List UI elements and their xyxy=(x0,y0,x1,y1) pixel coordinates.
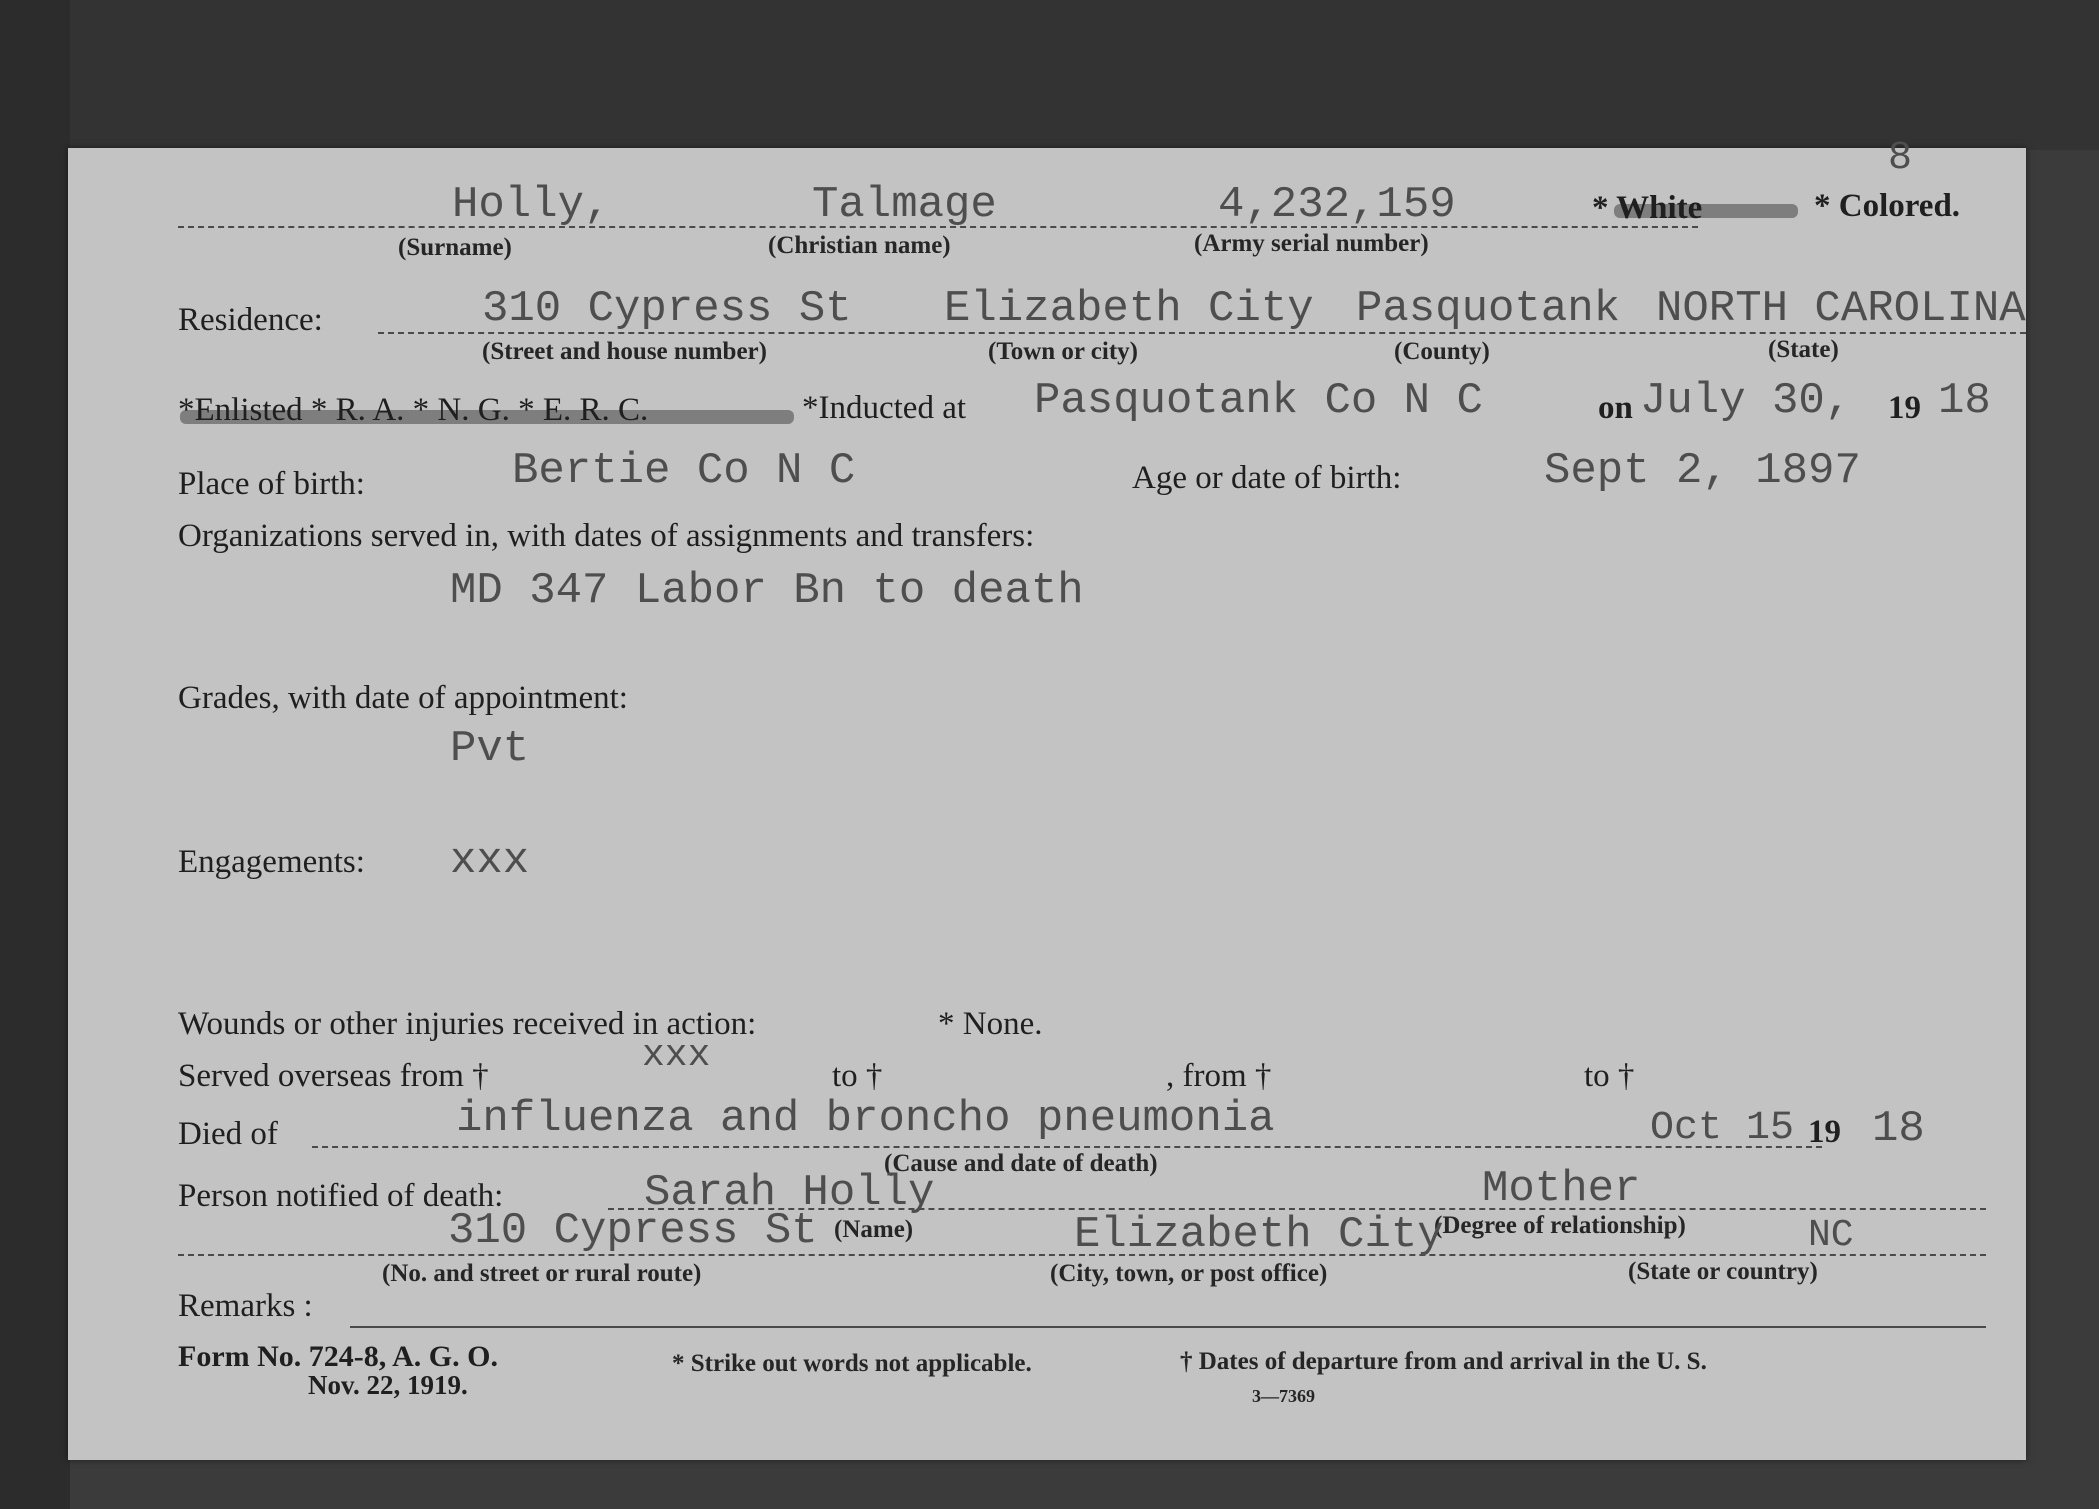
residence-state: NORTH CAROLINA xyxy=(1656,284,2026,334)
strike-note: * Strike out words not applicable. xyxy=(672,1350,1032,1377)
engagements-value: xxx xyxy=(450,836,530,886)
overseas-from-label-2: , from † xyxy=(1166,1058,1272,1094)
residence-city: Elizabeth City xyxy=(944,284,1314,334)
christian-name-value: Talmage xyxy=(812,180,997,230)
remarks-line xyxy=(350,1326,1986,1328)
inducted-place: Pasquotank Co N C xyxy=(1034,376,1483,426)
street-caption: (Street and house number) xyxy=(482,338,767,365)
notified-name: Sarah Holly xyxy=(644,1168,935,1218)
engagements-label: Engagements: xyxy=(178,844,365,880)
residence-street: 310 Cypress St xyxy=(482,284,852,334)
place-of-birth-label: Place of birth: xyxy=(178,466,365,502)
serial-number-caption: (Army serial number) xyxy=(1194,230,1429,257)
surname-caption: (Surname) xyxy=(398,234,512,261)
death-year-prefix: 19 xyxy=(1808,1114,1841,1150)
notified-name-caption: (Name) xyxy=(834,1216,914,1243)
residence-county: Pasquotank xyxy=(1356,284,1621,334)
remarks-label: Remarks : xyxy=(178,1288,313,1324)
serial-number-value: 4,232,159 xyxy=(1218,180,1456,230)
background-left-binding xyxy=(0,0,70,1509)
death-date: Oct 15 xyxy=(1650,1106,1795,1151)
organizations-label: Organizations served in, with dates of assignments and transfers: xyxy=(178,518,1035,554)
colored-label: * Colored. xyxy=(1814,188,1961,224)
form-date: Nov. 22, 1919. xyxy=(308,1370,468,1400)
notified-relationship: Mother xyxy=(1482,1164,1641,1214)
notified-street: 310 Cypress St xyxy=(448,1206,818,1256)
white-label: * White xyxy=(1592,190,1703,226)
overseas-to-label-2: to † xyxy=(1584,1058,1635,1094)
overseas-value: xxx xyxy=(642,1034,711,1077)
place-of-birth-value: Bertie Co N C xyxy=(512,446,856,496)
card-number: 8 xyxy=(1888,136,1913,181)
grades-value: Pvt xyxy=(450,724,530,774)
inducted-year-suffix: 18 xyxy=(1938,376,1991,426)
relationship-caption: (Degree of relationship) xyxy=(1434,1212,1686,1239)
print-code: 3—7369 xyxy=(1252,1386,1315,1406)
date-of-birth-value: Sept 2, 1897 xyxy=(1544,446,1861,496)
county-caption: (County) xyxy=(1394,338,1490,365)
service-record-card xyxy=(68,136,2026,1460)
notified-city: Elizabeth City xyxy=(1074,1210,1444,1260)
died-of-label: Died of xyxy=(178,1116,278,1152)
christian-name-caption: (Christian name) xyxy=(768,232,951,259)
notified-label: Person notified of death: xyxy=(178,1178,504,1214)
overseas-from-label: Served overseas from † xyxy=(178,1058,489,1094)
death-year-suffix: 18 xyxy=(1872,1104,1925,1154)
on-label: on xyxy=(1598,390,1633,426)
notified-state: NC xyxy=(1808,1214,1854,1257)
inducted-label: *Inducted at xyxy=(802,390,967,426)
notified-street-caption: (No. and street or rural route) xyxy=(382,1260,702,1287)
form-number: Form No. 724-8, A. G. O. xyxy=(178,1340,498,1373)
notified-city-caption: (City, town, or post office) xyxy=(1050,1260,1328,1287)
inducted-date: July 30, xyxy=(1640,376,1852,426)
surname-value: Holly, xyxy=(452,180,611,230)
organizations-value: MD 347 Labor Bn to death xyxy=(450,566,1084,616)
notified-state-caption: (State or country) xyxy=(1628,1258,1818,1285)
wounds-value: * None. xyxy=(938,1006,1043,1042)
state-caption: (State) xyxy=(1768,336,1839,363)
residence-label: Residence: xyxy=(178,302,323,338)
overseas-to-label-1: to † xyxy=(832,1058,883,1094)
inducted-year-prefix: 19 xyxy=(1888,390,1921,426)
enlisted-options: *Enlisted * R. A. * N. G. * E. R. C. xyxy=(178,392,649,428)
age-label: Age or date of birth: xyxy=(1132,460,1402,496)
background-top xyxy=(0,0,2099,150)
died-of-line xyxy=(312,1146,1822,1148)
city-caption: (Town or city) xyxy=(988,338,1138,365)
dates-note: † Dates of departure from and arrival in the U. S. xyxy=(1180,1348,1707,1375)
death-cause: influenza and broncho pneumonia xyxy=(456,1094,1275,1144)
wounds-label: Wounds or other injuries received in action: xyxy=(178,1006,757,1042)
death-caption: (Cause and date of death) xyxy=(884,1150,1158,1177)
grades-label: Grades, with date of appointment: xyxy=(178,680,628,716)
